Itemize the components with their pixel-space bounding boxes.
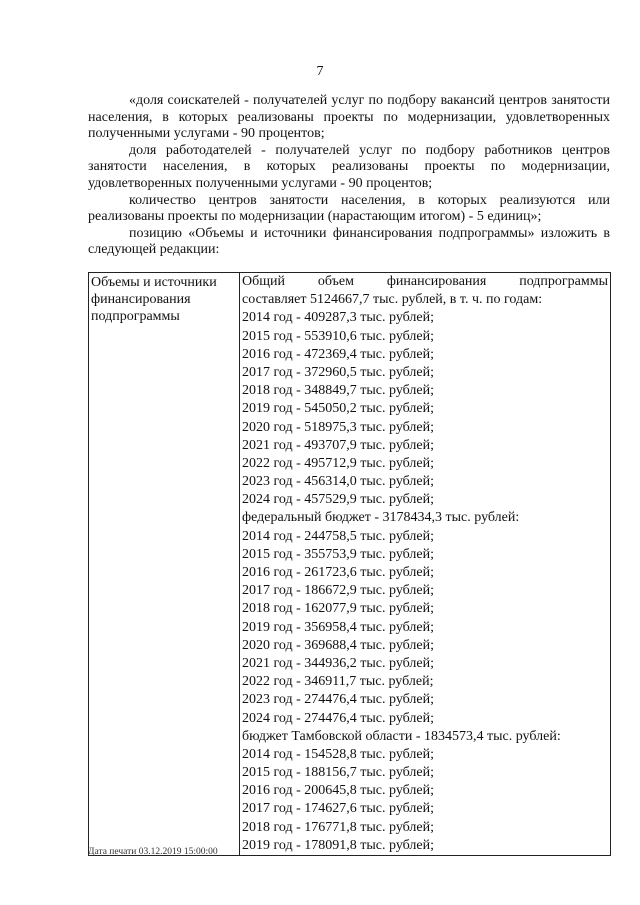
left-cell-label: Объемы и источники финансирования подпрограммы	[91, 275, 217, 324]
table-row	[89, 273, 611, 856]
total-year-line: 2018 год - 348849,7 тыс. рублей;	[242, 383, 435, 399]
right-cell	[240, 273, 611, 856]
federal-year-line: 2014 год - 244758,5 тыс. рублей;	[242, 528, 435, 544]
total-year-line: 2016 год - 472369,4 тыс. рублей;	[242, 346, 435, 362]
page-number: 7	[316, 64, 324, 79]
financing-table	[88, 272, 611, 856]
paragraph-employers-share: доля работодателей - получателей услуг по подбору работников центров занятости населения, в которых реализованы проекты по модернизации, удовлетворенных полученными услугами - 90 процентов;	[88, 142, 610, 191]
total-year-line: 2024 год - 457529,9 тыс. рублей;	[242, 492, 435, 508]
federal-years-list	[240, 528, 610, 728]
regional-year-line: 2014 год - 154528,8 тыс. рублей;	[242, 746, 435, 762]
paragraph-position-statement: позицию «Объемы и источники финансирования подпрограммы» изложить в следующей редакции:	[88, 225, 610, 258]
federal-year-line: 2021 год - 344936,2 тыс. рублей;	[242, 655, 435, 671]
federal-year-line: 2020 год - 369688,4 тыс. рублей;	[242, 637, 435, 653]
total-years-list	[240, 309, 610, 509]
federal-year-line: 2019 год - 356958,4 тыс. рублей;	[242, 619, 435, 635]
regional-year-line: 2016 год - 200645,8 тыс. рублей;	[242, 783, 435, 799]
regional-year-line: 2018 год - 176771,8 тыс. рублей;	[242, 819, 435, 835]
left-cell	[89, 273, 240, 856]
total-year-line: 2017 год - 372960,5 тыс. рублей;	[242, 364, 435, 380]
federal-year-line: 2022 год - 346911,7 тыс. рублей;	[242, 674, 434, 690]
paragraph-centers-count: количество центров занятости населения, в которых реализуются или реализованы проекты по модернизации (нарастающим итогом) - 5 единиц»;	[88, 192, 610, 225]
total-year-line: 2021 год - 493707,9 тыс. рублей;	[242, 437, 435, 453]
federal-year-line: 2016 год - 261723,6 тыс. рублей;	[242, 565, 435, 581]
federal-year-line: 2017 год - 186672,9 тыс. рублей;	[242, 583, 435, 599]
document-body	[88, 93, 610, 259]
total-year-line: 2015 год - 553910,6 тыс. рублей;	[242, 328, 435, 344]
federal-budget-title: федеральный бюджет - 3178434,3 тыс. рублей:	[242, 510, 520, 526]
federal-year-line: 2024 год - 274476,4 тыс. рублей;	[242, 710, 435, 726]
regional-year-line: 2017 год - 174627,6 тыс. рублей;	[242, 801, 435, 817]
federal-year-line: 2023 год - 274476,4 тыс. рублей;	[242, 692, 435, 708]
total-year-line: 2020 год - 518975,3 тыс. рублей;	[242, 419, 435, 435]
federal-year-line: 2018 год - 162077,9 тыс. рублей;	[242, 601, 435, 617]
regional-budget-title: бюджет Тамбовской области - 1834573,4 тыс. рублей:	[242, 728, 561, 744]
paragraph-seekers-share: «доля соискателей - получателей услуг по подбору вакансий центров занятости населения, в которых реализованы проекты по модернизации, удовлетворенных полученными услугами - 90 процентов;	[88, 93, 610, 142]
total-year-line: 2014 год - 409287,3 тыс. рублей;	[242, 310, 435, 326]
regional-year-line: 2019 год - 178091,8 тыс. рублей;	[242, 837, 435, 853]
total-year-line: 2023 год - 456314,0 тыс. рублей;	[242, 474, 435, 490]
total-year-line: 2022 год - 495712,9 тыс. рублей;	[242, 455, 435, 471]
financing-total: составляет 5124667,7 тыс. рублей, в т. ч. по годам:	[242, 292, 543, 308]
total-year-line: 2019 год - 545050,2 тыс. рублей;	[242, 401, 435, 417]
regional-years-list	[240, 746, 610, 855]
federal-year-line: 2015 год - 355753,9 тыс. рублей;	[242, 546, 435, 562]
financing-intro: Общий объем финансирования подпрограммы	[242, 274, 608, 289]
regional-year-line: 2015 год - 188156,7 тыс. рублей;	[242, 765, 435, 781]
print-date-footer: Дата печати 03.12.2019 15:00:00	[88, 847, 218, 857]
